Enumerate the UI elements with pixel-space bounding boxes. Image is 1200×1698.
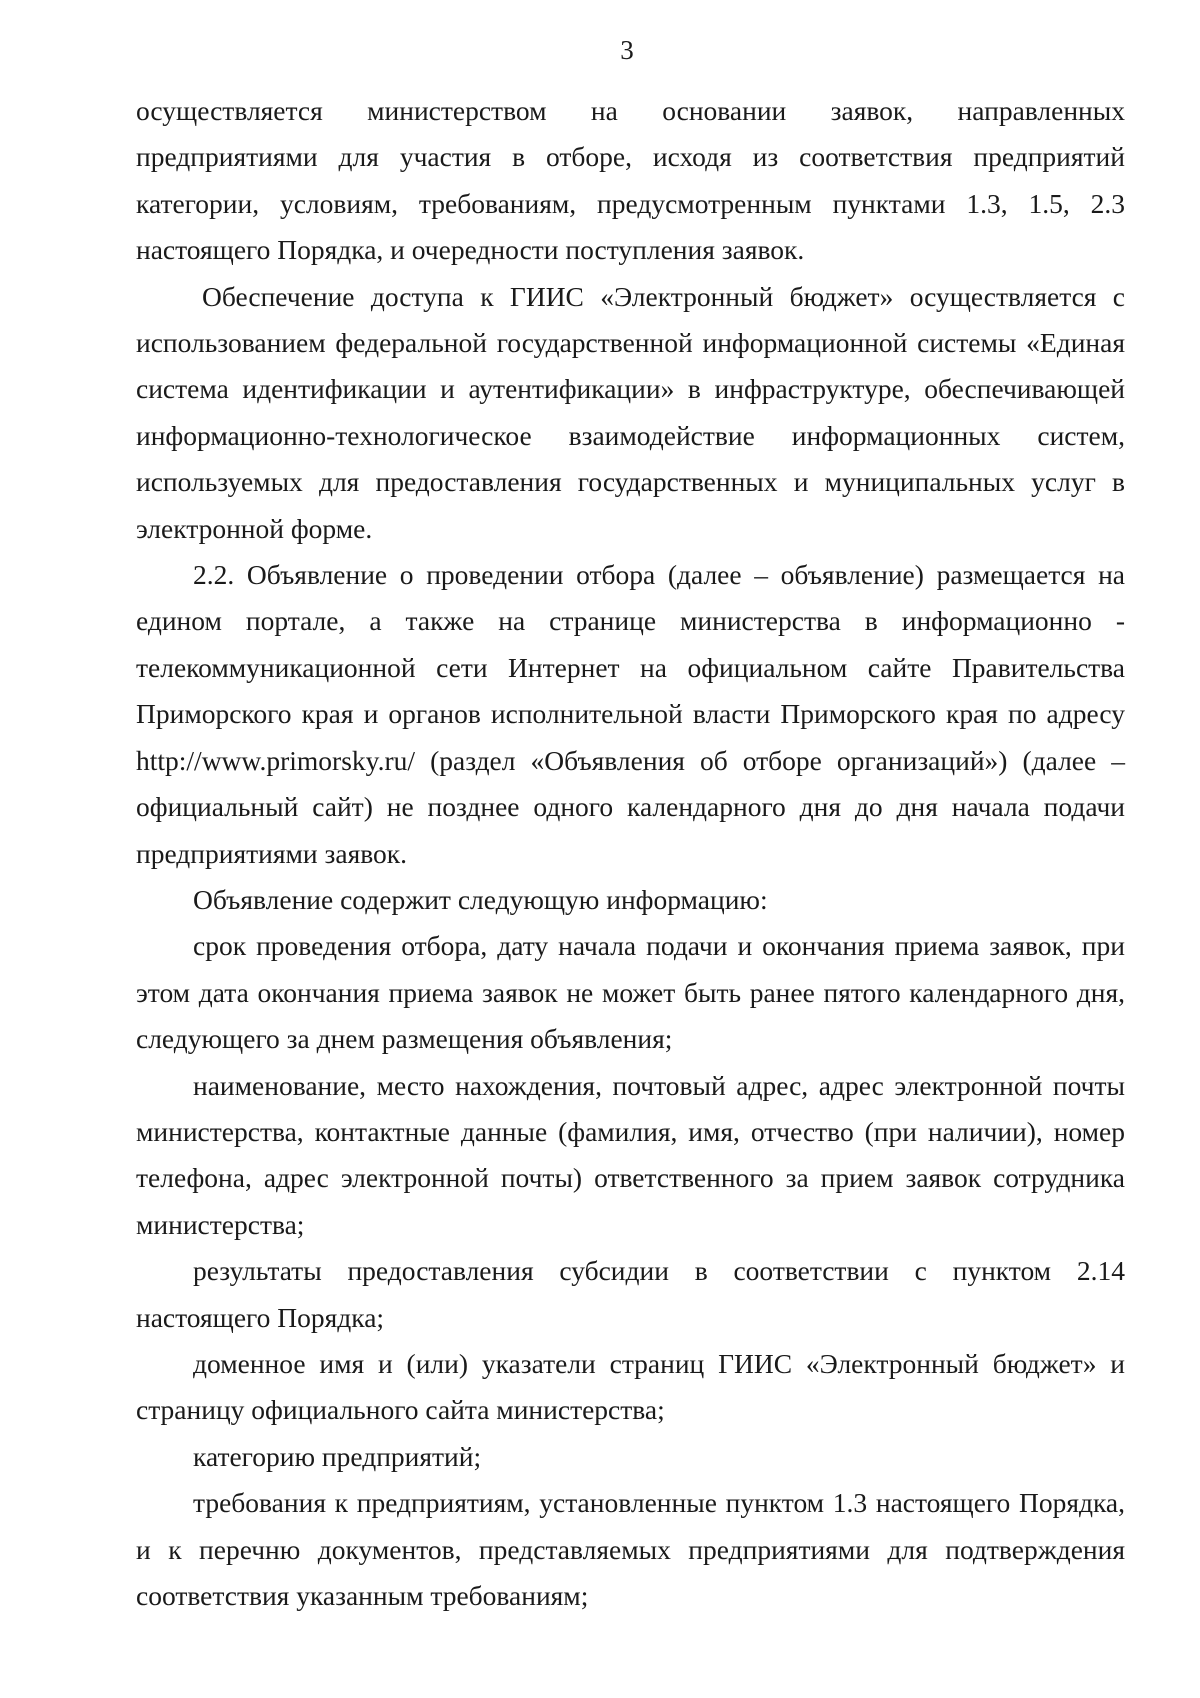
paragraph-announcement-contents: Объявление содержит следующую информацию: (193, 883, 768, 915)
paragraph-item-deadline: срок проведения отбора, дату начала подачи и окончания приема заявок, при этом дата окончания приема заявок не может быть ранее пятого календарного дня, следующего за днем размещения объявления; (136, 930, 1125, 1055)
paragraph-continuation: осуществляется министерством на основании заявок, направленных предприятиями для участия в отборе, исходя из соответствия предприятий категории, условиям, требованиям, предусмотренным пунктами 1.3, 1.5, 2.3 настоящего Порядка, и очередности поступления заявок. (136, 95, 1125, 266)
paragraph-item-contacts: наименование, место нахождения, почтовый адрес, адрес электронной почты министерства, контактные данные (фамилия, имя, отчество (при наличии), номер телефона, адрес электронной почты) ответственного за прием заявок сотрудника министерства; (136, 1069, 1125, 1240)
paragraph-item-category: категорию предприятий; (193, 1440, 482, 1472)
paragraph-giis-access: Обеспечение доступа к ГИИС «Электронный бюджет» осуществляется с использованием федеральной государственной информационной системы «Единая система идентификации и аутентификации» в инфраструктуре, обеспечивающей информационно-технологическое взаимодействие информационных систем, используемых для предоставления государственных и муниципальных услуг в электронной форме. (136, 280, 1125, 544)
paragraph-item-requirements: требования к предприятиям, установленные пунктом 1.3 настоящего Порядка, и к перечню документов, представляемых предприятиями для подтверждения соответствия указанным требованиям; (136, 1487, 1125, 1611)
paragraph-2-2-announcement: 2.2. Объявление о проведении отбора (далее – объявление) размещается на едином портале, а также на странице министерства в информационно - телекоммуникационной сети Интернет на официальном сайте Правительства Приморского края и органов исполнительной власти Приморского края по адресу http://www.primorsky.ru/ (раздел «Объявления об отборе организаций») (далее – официальный сайт) не позднее одного календарного дня до дня начала подачи предприятиями заявок. (136, 559, 1125, 869)
page-number: 3 (620, 35, 634, 65)
paragraph-item-domain: доменное имя и (или) указатели страниц ГИИС «Электронный бюджет» и страницу официального сайта министерства; (136, 1347, 1125, 1426)
document-body (136, 88, 1125, 1619)
paragraph-item-results: результаты предоставления субсидии в соответствии с пунктом 2.14 настоящего Порядка; (136, 1255, 1125, 1333)
